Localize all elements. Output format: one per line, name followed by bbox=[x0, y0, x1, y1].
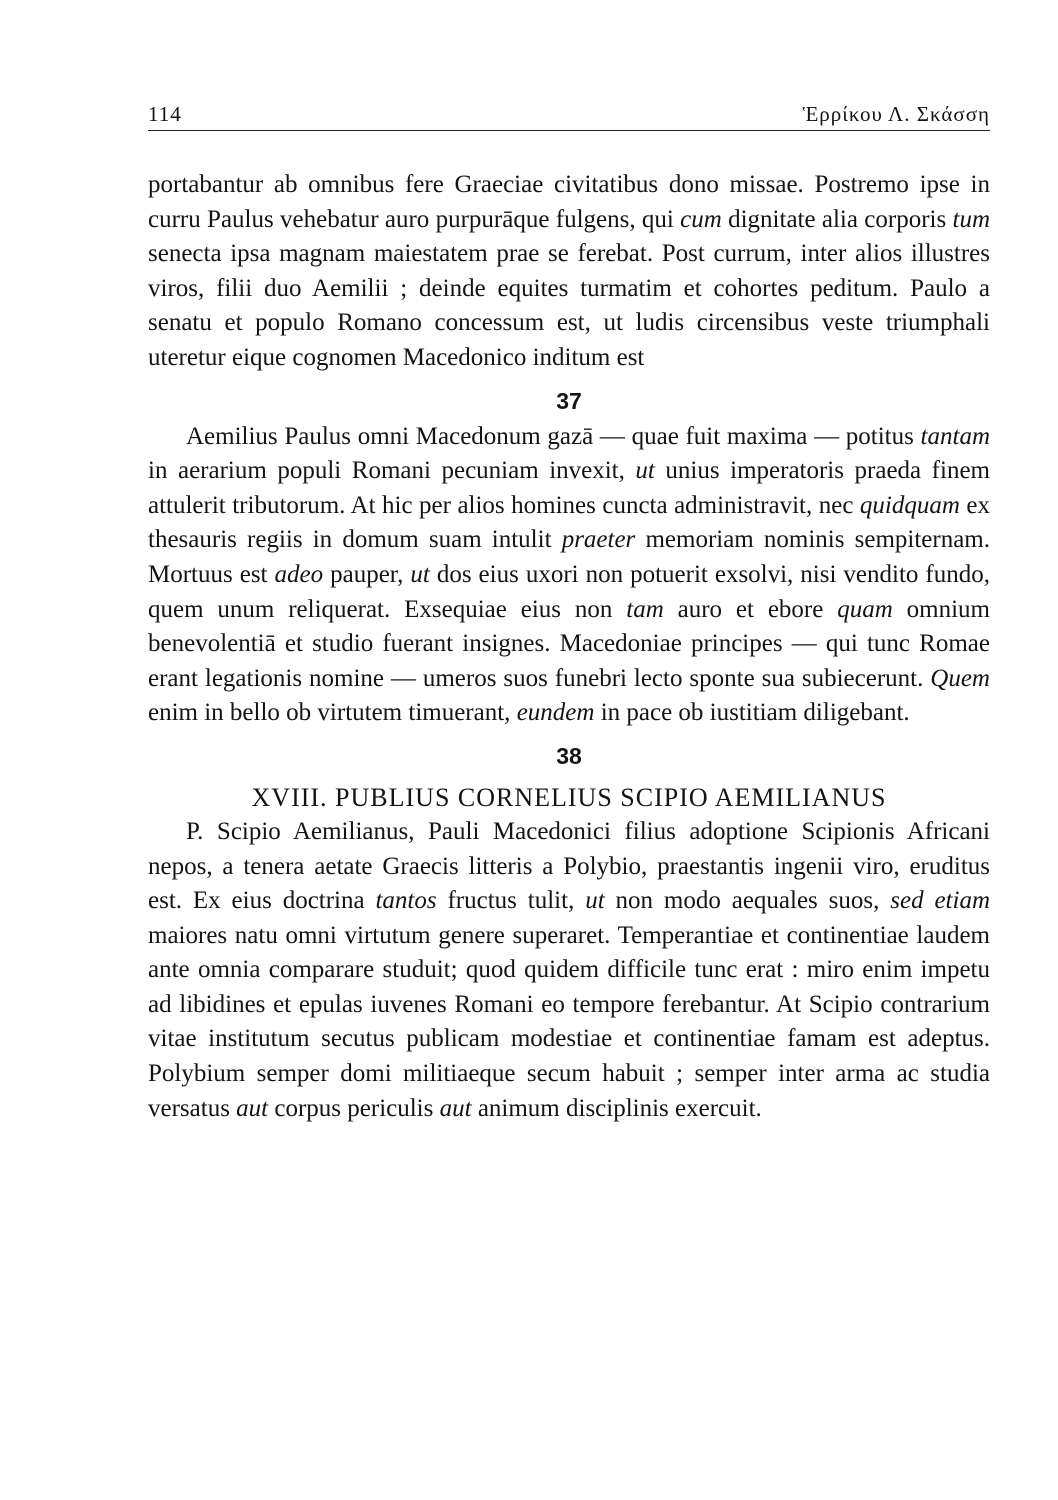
page-body bbox=[148, 168, 990, 1126]
page-header bbox=[148, 100, 990, 131]
paragraph-section-37: Aemilius Paulus omni Macedonum gazā — quae fuit maxima — potitus tantam in aerarium populi Romani pecuniam invexit, ut unius imperatoris praeda finem attulerit tributorum. At hic per alios homines cuncta administravit, nec quidquam ex thesauris regiis in domum suam intulit praeter memoriam nominis sempiternam. Mortuus est adeo pauper, ut dos eius uxori non potuerit exsolvi, nisi vendito fundo, quem unum reliquerat. Exsequiae eius non tam auro et ebore quam omnium benevolentiā et studio fuerant insignes. Macedoniae principes — qui tunc Romae erant legationis nomine — umeros suos funebri lecto sponte sua subiecerunt. Quem enim in bello ob virtutem timuerant, eundem in pace ob iustitiam diligebant. bbox=[148, 422, 991, 727]
section-number-38: 38 bbox=[556, 742, 582, 769]
page-number: 114 bbox=[148, 102, 182, 126]
section-number-37: 37 bbox=[556, 387, 582, 414]
chapter-title: XVIII. PUBLIUS CORNELIUS SCIPIO AEMILIANUS bbox=[251, 782, 887, 812]
paragraph-section-36-continued: portabantur ab omnibus fere Graeciae civitatibus dono missae. Postremo ipse in curru Paulus vehebatur auro purpurāque fulgens, qui cum dignitate alia corporis tum senecta ipsa magnam maiestatem prae se ferebat. Post currum, inter alios illustres viros, filii duo Aemilii ; deinde equites turmatim et cohortes peditum. Paulo a senatu et populo Romano concessum est, ut ludis circensibus veste triumphali uteretur eique cognomen Macedonico inditum est bbox=[148, 171, 990, 371]
running-head: Ἑρρίκου Λ. Σκάσση bbox=[802, 102, 990, 126]
paragraph-section-38: P. Scipio Aemilianus, Pauli Macedonici filius adoptione Scipionis Africani nepos, a tenera aetate Graecis litteris a Polybio, praestantis ingenii viro, eruditus est. Ex eius doctrina tantos fructus tulit, ut non modo aequales suos, sed etiam maiores natu omni virtutum genere superaret. Temperantiae et continentiae laudem ante omnia comparare studuit; quod quidem difficile tunc erat : miro enim impetu ad libidines et epulas iuvenes Romani eo tempore ferebantur. At Scipio contrarium vitae institutum secutus publicam modestiae et continentiae famam est adeptus. Polybium semper domi militiaeque secum habuit ; semper inter arma ac studia versatus aut corpus periculis aut animum disciplinis exercuit. bbox=[148, 817, 990, 1122]
